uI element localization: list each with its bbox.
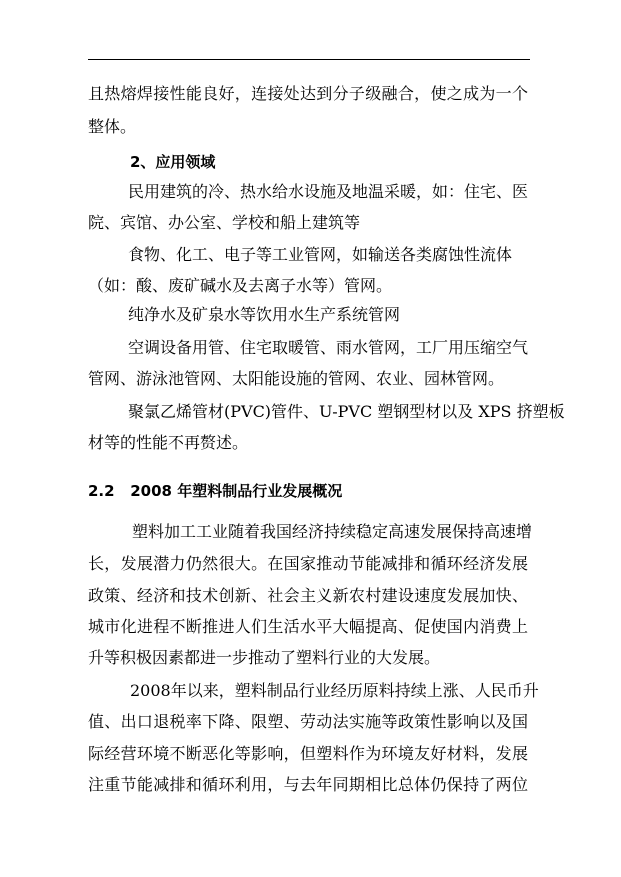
body-line: 且热熔焊接性能良好，连接处达到分子级融合，使之成为一个 bbox=[88, 84, 528, 103]
body-line: 值、出口退税率下降、限塑、劳动法实施等政策性影响以及国 bbox=[88, 712, 528, 731]
body-line: 长，发展潜力仍然很大。在国家推动节能减排和循环经济发展 bbox=[88, 554, 528, 573]
body-line: 院、宾馆、办公室、学校和船上建筑等 bbox=[88, 213, 361, 232]
body-line: 升等积极因素都进一步推动了塑料行业的大发展。 bbox=[88, 648, 441, 667]
body-line: 整体。 bbox=[88, 117, 137, 136]
body-line: 聚氯乙烯管材(PVC)管件、U-PVC 塑钢型材以及 XPS 挤塑板 bbox=[128, 402, 565, 421]
body-line: （如：酸、废矿碱水及去离子水等）管网。 bbox=[88, 276, 393, 295]
body-line: 城市化进程不断推进人们生活水平大幅提高、促使国内消费上 bbox=[88, 617, 528, 636]
subheading: 2、应用领域 bbox=[130, 153, 216, 171]
body-line: 纯净水及矿泉水等饮用水生产系统管网 bbox=[128, 305, 401, 324]
section-heading: 2.2 2008 年塑料制品行业发展概况 bbox=[88, 482, 343, 500]
body-line: 材等的性能不再赘述。 bbox=[88, 433, 249, 452]
body-line: 管网、游泳池管网、太阳能设施的管网、农业、园林管网。 bbox=[88, 369, 505, 388]
body-line: 空调设备用管、住宅取暖管、雨水管网，工厂用压缩空气 bbox=[128, 338, 529, 357]
header-rule bbox=[88, 59, 530, 60]
body-line: 际经营环境不断恶化等影响，但塑料作为环境友好材料，发展 bbox=[88, 744, 528, 763]
body-line: 民用建筑的冷、热水给水设施及地温采暖，如：住宅、医 bbox=[128, 182, 529, 201]
body-line: 政策、经济和技术创新、社会主义新农村建设速度发展加快、 bbox=[88, 586, 528, 605]
body-line: 注重节能减排和循环利用，与去年同期相比总体仍保持了两位 bbox=[88, 775, 528, 794]
body-line: 食物、化工、电子等工业管网，如输送各类腐蚀性流体 bbox=[128, 245, 513, 264]
body-line: 塑料加工工业随着我国经济持续稳定高速发展保持高速增 bbox=[132, 522, 533, 541]
body-line: 2008年以来，塑料制品行业经历原料持续上涨、人民币升 bbox=[130, 681, 539, 700]
